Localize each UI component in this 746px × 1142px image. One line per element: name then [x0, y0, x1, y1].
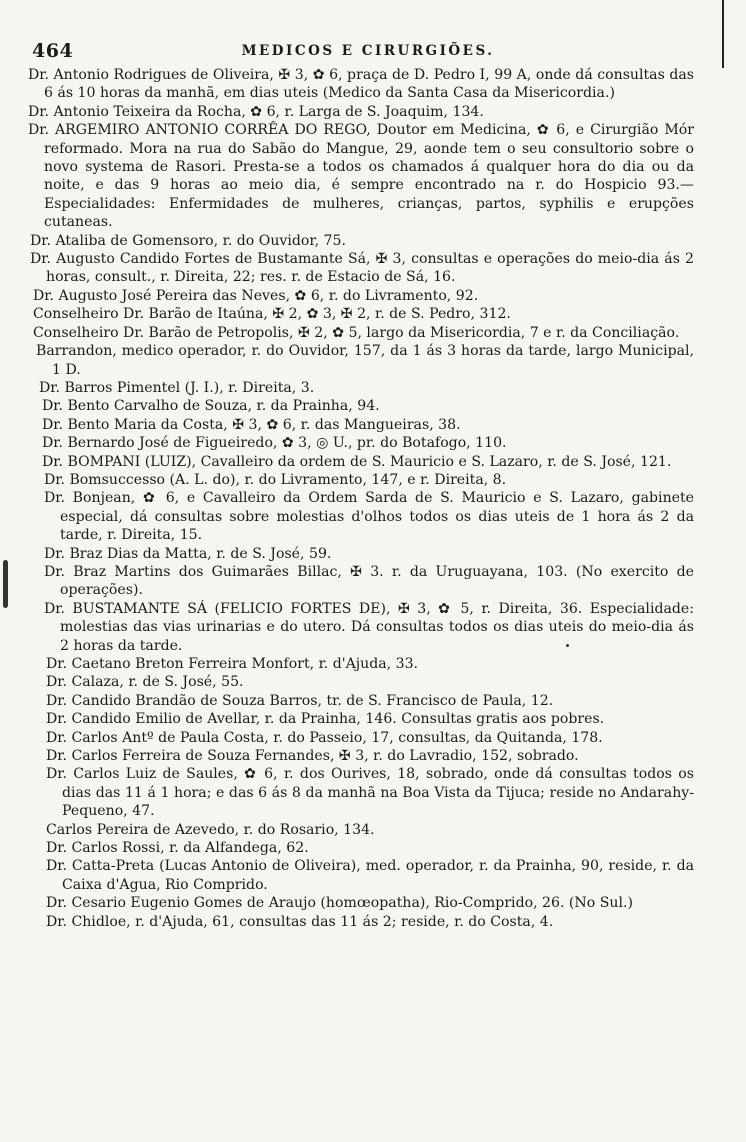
- list-item: Dr. Braz Martins dos Guimarães Billac, ✠ 3. r. da Uruguayana, 103. (No exercito de operações).: [44, 563, 694, 599]
- page-edge-line: [722, 0, 724, 68]
- ink-smudge: [3, 560, 8, 608]
- list-item: Dr. Barros Pimentel (J. I.), r. Direita, 3.: [39, 379, 315, 396]
- list-item: Dr. BOMPANI (LUIZ), Cavalleiro da ordem de S. Mauricio e S. Lazaro, r. de S. José, 121.: [42, 453, 672, 470]
- list-item: Dr. Bernardo José de Figueiredo, ✿ 3, ◎ U., pr. do Botafogo, 110.: [42, 435, 507, 452]
- list-item: Dr. Carlos Luiz de Saules, ✿ 6, r. dos Ourives, 18, sobrado, onde dá consultas todos os dias das 11 á 1 hora; e das 6 ás 8 da manhã na Boa Vista da Tijuca; reside no Andarahy-Pequeno, 47.: [46, 766, 694, 820]
- list-item: Dr. BUSTAMANTE SÁ (FELICIO FORTES DE), ✠ 3, ✿ 5, r. Direita, 36. Especialidade: molestias das vias urinarias e do utero. Dá consultas todos os dias uteis do meio-dia ás 2 horas da tarde.: [44, 600, 694, 654]
- running-head: MEDICOS E CIRURGIÕES.: [241, 43, 495, 59]
- list-item: Conselheiro Dr. Barão de Petropolis, ✠ 2, ✿ 5, largo da Misericordia, 7 e r. da Conciliação.: [33, 324, 680, 341]
- list-item: Dr. Augusto José Pereira das Neves, ✿ 6, r. do Livramento, 92.: [33, 287, 479, 304]
- list-item: Dr. Carlos Rossi, r. da Alfandega, 62.: [46, 840, 309, 857]
- list-item: Dr. Braz Dias da Matta, r. de S. José, 59.: [44, 545, 332, 562]
- list-item: Carlos Pereira de Azevedo, r. do Rosario, 134.: [46, 821, 375, 838]
- list-item: Dr. Antonio Teixeira da Rocha, ✿ 6, r. Larga de S. Joaquim, 134.: [28, 103, 484, 120]
- list-item: Dr. Candido Emilio de Avellar, r. da Prainha, 146. Consultas gratis aos pobres.: [46, 711, 605, 728]
- list-item: Conselheiro Dr. Barão de Itaúna, ✠ 2, ✿ 3, ✠ 2, r. de S. Pedro, 312.: [33, 306, 511, 323]
- list-item: Dr. Augusto Candido Fortes de Bustamante Sá, ✠ 3, consultas e operações do meio-dia ás 2 horas, consult., r. Direita, 22; res. r. de Estacio de Sá, 16.: [30, 251, 694, 286]
- list-item: Dr. Chidloe, r. d'Ajuda, 61, consultas das 11 ás 2; reside, r. do Costa, 4.: [46, 913, 554, 930]
- list-item: Dr. Bonjean, ✿ 6, e Cavalleiro da Ordem Sarda de S. Mauricio e S. Lazaro, gabinete especial, dá consultas sobre molestias d'olhos todos os dias uteis de 1 hora ás 2 da tarde, r. Direita, 15.: [44, 490, 694, 544]
- entry-list: [28, 66, 694, 931]
- list-item: Dr. Catta-Preta (Lucas Antonio de Oliveira), med. operador, r. da Prainha, 90, reside, r. da Caixa d'Agua, Rio Comprido.: [46, 858, 694, 893]
- list-item: Barrandon, medico operador, r. do Ouvidor, 157, da 1 ás 3 horas da tarde, largo Municipal, 1 D.: [36, 343, 694, 378]
- list-item: Dr. ARGEMIRO ANTONIO CORRÊA DO REGO, Doutor em Medicina, ✿ 6, e Cirurgião Mór reformado. Mora na rua do Sabão do Mangue, 29, aonde tem o seu consultorio sobre o novo systema de Rasori. Presta-se a todos os chamados á qualquer hora do dia ou da noite, e das 9 horas ao meio dia, é sempre encontrado na r. do Hospicio 93.—Especialidades: Enfermidades de mulheres, crianças, partos, syphilis e erupções cutaneas.: [28, 122, 694, 231]
- list-item: Dr. Carlos Antº de Paula Costa, r. do Passeio, 17, consultas, da Quitanda, 178.: [46, 729, 603, 746]
- list-item: Dr. Ataliba de Gomensoro, r. do Ouvidor, 75.: [30, 232, 346, 249]
- page-header: [30, 40, 706, 66]
- list-item: Dr. Cesario Eugenio Gomes de Araujo (homœopatha), Rio-Comprido, 26. (No Sul.): [46, 895, 633, 912]
- list-item: Dr. Caetano Breton Ferreira Monfort, r. d'Ajuda, 33.: [46, 656, 419, 672]
- list-item: Dr. Candido Brandão de Souza Barros, tr. de S. Francisco de Paula, 12.: [46, 692, 554, 709]
- list-item: Dr. Bomsuccesso (A. L. do), r. do Livramento, 147, e r. Direita, 8.: [44, 471, 507, 488]
- list-item: Dr. Bento Maria da Costa, ✠ 3, ✿ 6, r. das Mangueiras, 38.: [42, 416, 461, 433]
- page-number: 464: [32, 40, 74, 62]
- list-item: Dr. Bento Carvalho de Souza, r. da Prainha, 94.: [42, 398, 380, 415]
- list-item: Dr. Calaza, r. de S. José, 55.: [46, 674, 244, 691]
- list-item: Dr. Carlos Ferreira de Souza Fernandes, ✠ 3, r. do Lavradio, 152, sobrado.: [46, 748, 579, 765]
- list-item: Dr. Antonio Rodrigues de Oliveira, ✠ 3, ✿ 6, praça de D. Pedro I, 99 A, onde dá consultas das 6 ás 10 horas da manhã, em dias uteis (Medico da Santa Casa da Misericordia.): [28, 67, 694, 102]
